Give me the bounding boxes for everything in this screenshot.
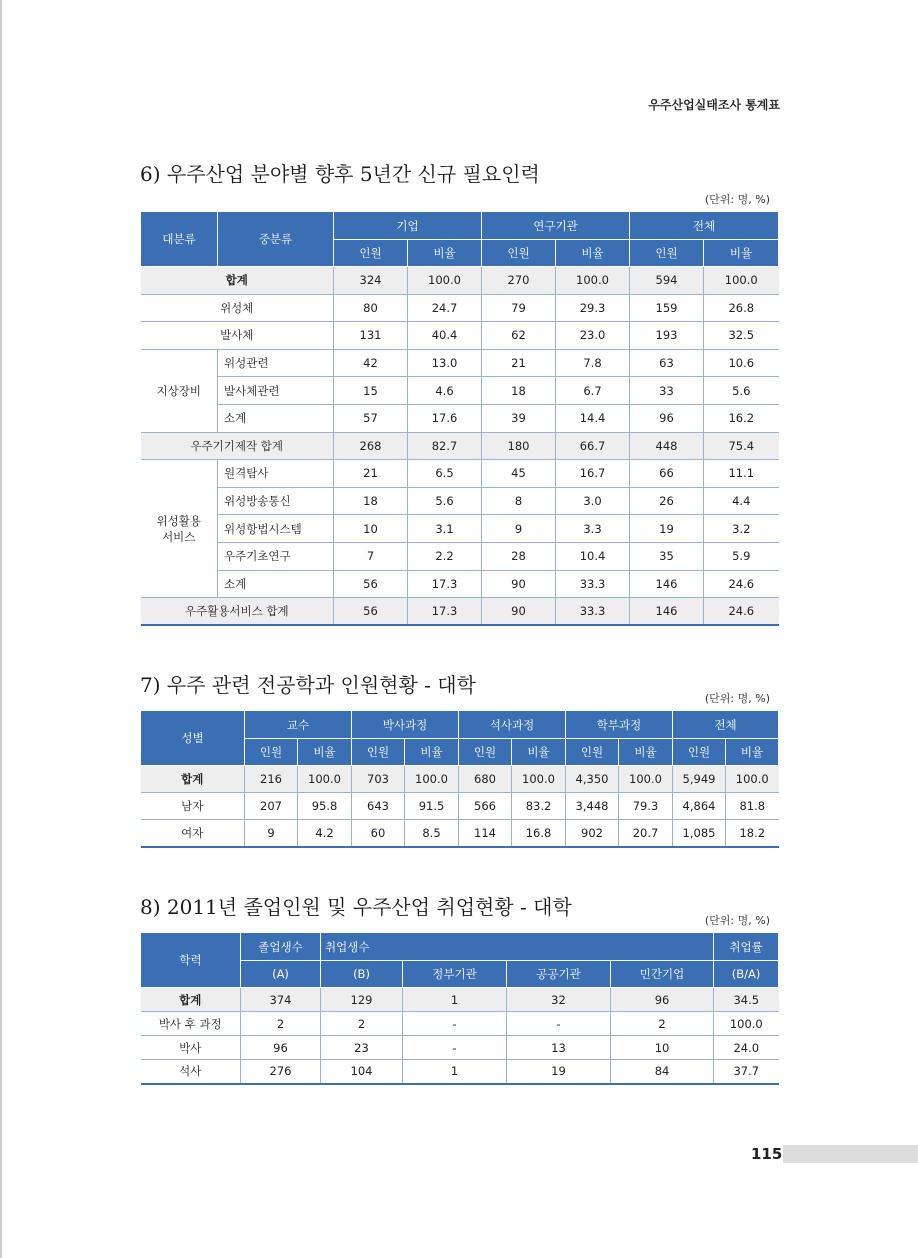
table-cell: 19 xyxy=(507,1060,611,1084)
table-row xyxy=(141,267,779,295)
table-cell: 24.7 xyxy=(408,294,482,322)
table-graduate-employment xyxy=(140,932,779,1085)
row-label: 원격탐사 xyxy=(218,460,334,488)
table-cell: 45 xyxy=(482,460,556,488)
table-cell: 66.7 xyxy=(556,432,630,460)
table-row xyxy=(141,294,779,322)
row-label: 합계 xyxy=(141,988,241,1012)
table-cell: 114 xyxy=(459,820,512,847)
table-cell: 7 xyxy=(334,542,408,570)
table-cell: 14.4 xyxy=(556,404,630,432)
table-cell: 21 xyxy=(334,460,408,488)
table-row xyxy=(141,1036,779,1060)
header-master: 석사과정 xyxy=(459,711,566,739)
table-cell: 13.0 xyxy=(408,349,482,377)
header-people: 인원 xyxy=(673,739,726,766)
table-cell: - xyxy=(507,1012,611,1036)
table-cell: 29.3 xyxy=(556,294,630,322)
header-people: 인원 xyxy=(245,739,298,766)
table-cell: 26 xyxy=(630,487,704,515)
table-row xyxy=(141,515,779,543)
table-cell: 37.7 xyxy=(714,1060,779,1084)
table-cell: 16.2 xyxy=(704,404,779,432)
row-label: 박사 후 과정 xyxy=(141,1012,241,1036)
table-cell: 3.2 xyxy=(704,515,779,543)
table-cell: 96 xyxy=(630,404,704,432)
header-phd: 박사과정 xyxy=(352,711,459,739)
row-label: 발사체 xyxy=(141,322,334,350)
table-cell: 8.5 xyxy=(405,820,459,847)
table-cell: 24.6 xyxy=(704,570,779,598)
table-cell: 680 xyxy=(459,766,512,793)
table-cell: 57 xyxy=(334,404,408,432)
table-cell: 193 xyxy=(630,322,704,350)
header-ratio: 비율 xyxy=(405,739,459,766)
header-degree: 학력 xyxy=(141,933,241,988)
table-cell: 23 xyxy=(321,1036,403,1060)
group-label-ground: 지상장비 xyxy=(141,349,218,432)
header-research: 연구기관 xyxy=(482,212,630,240)
table-cell: 902 xyxy=(566,820,619,847)
table-cell: 34.5 xyxy=(714,988,779,1012)
table-cell: 24.6 xyxy=(704,598,779,626)
table-cell: 1 xyxy=(403,1060,507,1084)
table-row xyxy=(141,598,779,626)
table-cell: 100.0 xyxy=(704,267,779,295)
table-cell: 104 xyxy=(321,1060,403,1084)
table-cell: 6.5 xyxy=(408,460,482,488)
table-cell: 146 xyxy=(630,570,704,598)
table-cell: 6.7 xyxy=(556,377,630,405)
table-cell: 180 xyxy=(482,432,556,460)
table-row xyxy=(141,793,779,820)
table-cell: 643 xyxy=(352,793,405,820)
header-ratio: 비율 xyxy=(298,739,352,766)
table-cell: 4,350 xyxy=(566,766,619,793)
header-company: 기업 xyxy=(334,212,482,240)
section-6-title: 6) 우주산업 분야별 향후 5년간 신규 필요인력 xyxy=(140,162,540,186)
row-label: 위성방송통신 xyxy=(218,487,334,515)
table-cell: 66 xyxy=(630,460,704,488)
table-row xyxy=(141,820,779,847)
table-cell: 5.9 xyxy=(704,542,779,570)
row-label: 위성관련 xyxy=(218,349,334,377)
row-label: 우주기기제작 합계 xyxy=(141,432,334,460)
table-cell: 84 xyxy=(611,1060,714,1084)
table-cell: 4.6 xyxy=(408,377,482,405)
page-edge xyxy=(0,0,2,1258)
group-label-line: 위성활용 xyxy=(156,513,201,528)
table-cell: 79 xyxy=(482,294,556,322)
table-cell: 9 xyxy=(245,820,298,847)
table-cell: 10 xyxy=(611,1036,714,1060)
table-cell: 42 xyxy=(334,349,408,377)
table-cell: 4.4 xyxy=(704,487,779,515)
table-cell: 15 xyxy=(334,377,408,405)
table-cell: 33.3 xyxy=(556,598,630,626)
row-label: 박사 xyxy=(141,1036,241,1060)
table-row xyxy=(141,988,779,1012)
header-employed-blank xyxy=(403,933,714,961)
row-label: 남자 xyxy=(141,793,245,820)
header-people: 인원 xyxy=(482,240,556,267)
row-label: 소계 xyxy=(218,404,334,432)
table-cell: 23.0 xyxy=(556,322,630,350)
table-row xyxy=(141,570,779,598)
table-row xyxy=(141,322,779,350)
header-people: 인원 xyxy=(630,240,704,267)
row-label: 합계 xyxy=(141,267,334,295)
table-cell: 3.0 xyxy=(556,487,630,515)
header-gender: 성별 xyxy=(141,711,245,766)
header-ratio: 비율 xyxy=(556,240,630,267)
section-8-title: 8) 2011년 졸업인원 및 우주산업 취업현황 - 대학 xyxy=(140,895,572,919)
header-bachelor: 학부과정 xyxy=(566,711,673,739)
row-label: 우주기초연구 xyxy=(218,542,334,570)
table-cell: 40.4 xyxy=(408,322,482,350)
running-header: 우주산업실태조사 통계표 xyxy=(648,98,780,112)
table-cell: 10.6 xyxy=(704,349,779,377)
table-cell: 2 xyxy=(321,1012,403,1036)
row-label: 석사 xyxy=(141,1060,241,1084)
group-label-service xyxy=(141,460,218,598)
row-label: 여자 xyxy=(141,820,245,847)
table-cell: 11.1 xyxy=(704,460,779,488)
table-row xyxy=(141,432,779,460)
header-ratio: 비율 xyxy=(726,739,779,766)
header-major: 대분류 xyxy=(141,212,218,267)
table-row xyxy=(141,766,779,793)
table-cell: 13 xyxy=(507,1036,611,1060)
table-cell: 81.8 xyxy=(726,793,779,820)
section-8-unit: (단위: 명, %) xyxy=(704,914,770,927)
table-cell: 82.7 xyxy=(408,432,482,460)
header-total: 전체 xyxy=(630,212,779,240)
table-cell: 131 xyxy=(334,322,408,350)
table-cell: 63 xyxy=(630,349,704,377)
table-cell: 2.2 xyxy=(408,542,482,570)
table-cell: 129 xyxy=(321,988,403,1012)
table-cell: 5.6 xyxy=(704,377,779,405)
table-cell: 79.3 xyxy=(619,793,673,820)
table-row xyxy=(141,460,779,488)
table-cell: 96 xyxy=(611,988,714,1012)
table-cell: 9 xyxy=(482,515,556,543)
table-cell: 32.5 xyxy=(704,322,779,350)
table-cell: 24.0 xyxy=(714,1036,779,1060)
table-cell: 100.0 xyxy=(714,1012,779,1036)
header-employed: 취업생수 xyxy=(321,933,403,961)
table-cell: 216 xyxy=(245,766,298,793)
table-cell: 28 xyxy=(482,542,556,570)
table-cell: 91.5 xyxy=(405,793,459,820)
table-row xyxy=(141,404,779,432)
table-cell: 10 xyxy=(334,515,408,543)
table-cell: 703 xyxy=(352,766,405,793)
table-cell: 3.1 xyxy=(408,515,482,543)
page-number-bar xyxy=(783,1145,918,1163)
table-cell: 8 xyxy=(482,487,556,515)
table-cell: - xyxy=(403,1036,507,1060)
table-cell: 56 xyxy=(334,570,408,598)
table-cell: 18 xyxy=(482,377,556,405)
header-government: 정부기관 xyxy=(403,961,507,988)
table-cell: 566 xyxy=(459,793,512,820)
table-cell: 100.0 xyxy=(512,766,566,793)
table-row xyxy=(141,377,779,405)
header-rate: 취업률 xyxy=(714,933,779,961)
table-cell: 62 xyxy=(482,322,556,350)
table-cell: 1,085 xyxy=(673,820,726,847)
header-professor: 교수 xyxy=(245,711,352,739)
row-label: 위성체 xyxy=(141,294,334,322)
section-7-title: 7) 우주 관련 전공학과 인원현황 - 대학 xyxy=(140,673,476,697)
header-people: 인원 xyxy=(352,739,405,766)
header-employed-sub: (B) xyxy=(321,961,403,988)
table-cell: 3,448 xyxy=(566,793,619,820)
header-total: 전체 xyxy=(673,711,779,739)
header-graduates: 졸업생수 xyxy=(241,933,321,961)
table-cell: 146 xyxy=(630,598,704,626)
header-ratio: 비율 xyxy=(408,240,482,267)
table-cell: 268 xyxy=(334,432,408,460)
table-cell: 100.0 xyxy=(405,766,459,793)
table-cell: 100.0 xyxy=(298,766,352,793)
table-cell: 448 xyxy=(630,432,704,460)
table-cell: 95.8 xyxy=(298,793,352,820)
table-row xyxy=(141,1060,779,1084)
table-cell: 3.3 xyxy=(556,515,630,543)
row-label: 발사체관련 xyxy=(218,377,334,405)
table-cell: 39 xyxy=(482,404,556,432)
row-label: 위성항법시스템 xyxy=(218,515,334,543)
table-row xyxy=(141,542,779,570)
table-cell: 33 xyxy=(630,377,704,405)
section-7-unit: (단위: 명, %) xyxy=(704,692,770,705)
table-cell: 17.3 xyxy=(408,570,482,598)
table-cell: 20.7 xyxy=(619,820,673,847)
table-cell: 35 xyxy=(630,542,704,570)
page-number: 115 xyxy=(751,1145,783,1163)
table-row xyxy=(141,487,779,515)
header-graduates-sub: (A) xyxy=(241,961,321,988)
table-cell: 1 xyxy=(403,988,507,1012)
table-cell: 16.8 xyxy=(512,820,566,847)
table-cell: 17.3 xyxy=(408,598,482,626)
table-cell: 56 xyxy=(334,598,408,626)
table-cell: 5,949 xyxy=(673,766,726,793)
header-rate-sub: (B/A) xyxy=(714,961,779,988)
header-ratio: 비율 xyxy=(619,739,673,766)
table-cell: 33.3 xyxy=(556,570,630,598)
table-cell: 83.2 xyxy=(512,793,566,820)
table-cell: 19 xyxy=(630,515,704,543)
header-ratio: 비율 xyxy=(704,240,779,267)
table-cell: 96 xyxy=(241,1036,321,1060)
table-cell: 90 xyxy=(482,598,556,626)
row-label: 소계 xyxy=(218,570,334,598)
section-6-unit: (단위: 명, %) xyxy=(704,193,770,206)
table-cell: 159 xyxy=(630,294,704,322)
header-ratio: 비율 xyxy=(512,739,566,766)
header-people: 인원 xyxy=(566,739,619,766)
table-cell: 10.4 xyxy=(556,542,630,570)
table-university-majors xyxy=(140,710,779,848)
table-cell: 100.0 xyxy=(619,766,673,793)
table-cell: 32 xyxy=(507,988,611,1012)
table-cell: 2 xyxy=(241,1012,321,1036)
table-cell: 7.8 xyxy=(556,349,630,377)
table-cell: 90 xyxy=(482,570,556,598)
table-row xyxy=(141,1012,779,1036)
table-new-workforce xyxy=(140,211,779,626)
table-cell: 2 xyxy=(611,1012,714,1036)
table-cell: 21 xyxy=(482,349,556,377)
table-cell: 374 xyxy=(241,988,321,1012)
row-label: 우주활용서비스 합계 xyxy=(141,598,334,626)
table-cell: 26.8 xyxy=(704,294,779,322)
table-cell: 60 xyxy=(352,820,405,847)
table-cell: 4.2 xyxy=(298,820,352,847)
header-private: 민간기업 xyxy=(611,961,714,988)
table-cell: - xyxy=(403,1012,507,1036)
header-people: 인원 xyxy=(334,240,408,267)
table-cell: 18.2 xyxy=(726,820,779,847)
table-cell: 207 xyxy=(245,793,298,820)
table-cell: 18 xyxy=(334,487,408,515)
table-cell: 5.6 xyxy=(408,487,482,515)
table-cell: 75.4 xyxy=(704,432,779,460)
table-cell: 276 xyxy=(241,1060,321,1084)
table-cell: 594 xyxy=(630,267,704,295)
table-cell: 80 xyxy=(334,294,408,322)
table-cell: 100.0 xyxy=(556,267,630,295)
table-cell: 17.6 xyxy=(408,404,482,432)
header-public: 공공기관 xyxy=(507,961,611,988)
header-people: 인원 xyxy=(459,739,512,766)
table-cell: 16.7 xyxy=(556,460,630,488)
group-label-line: 서비스 xyxy=(162,529,196,544)
table-cell: 4,864 xyxy=(673,793,726,820)
table-row xyxy=(141,349,779,377)
table-cell: 270 xyxy=(482,267,556,295)
table-cell: 100.0 xyxy=(726,766,779,793)
table-cell: 324 xyxy=(334,267,408,295)
table-cell: 100.0 xyxy=(408,267,482,295)
row-label: 합계 xyxy=(141,766,245,793)
header-middle: 중분류 xyxy=(218,212,334,267)
